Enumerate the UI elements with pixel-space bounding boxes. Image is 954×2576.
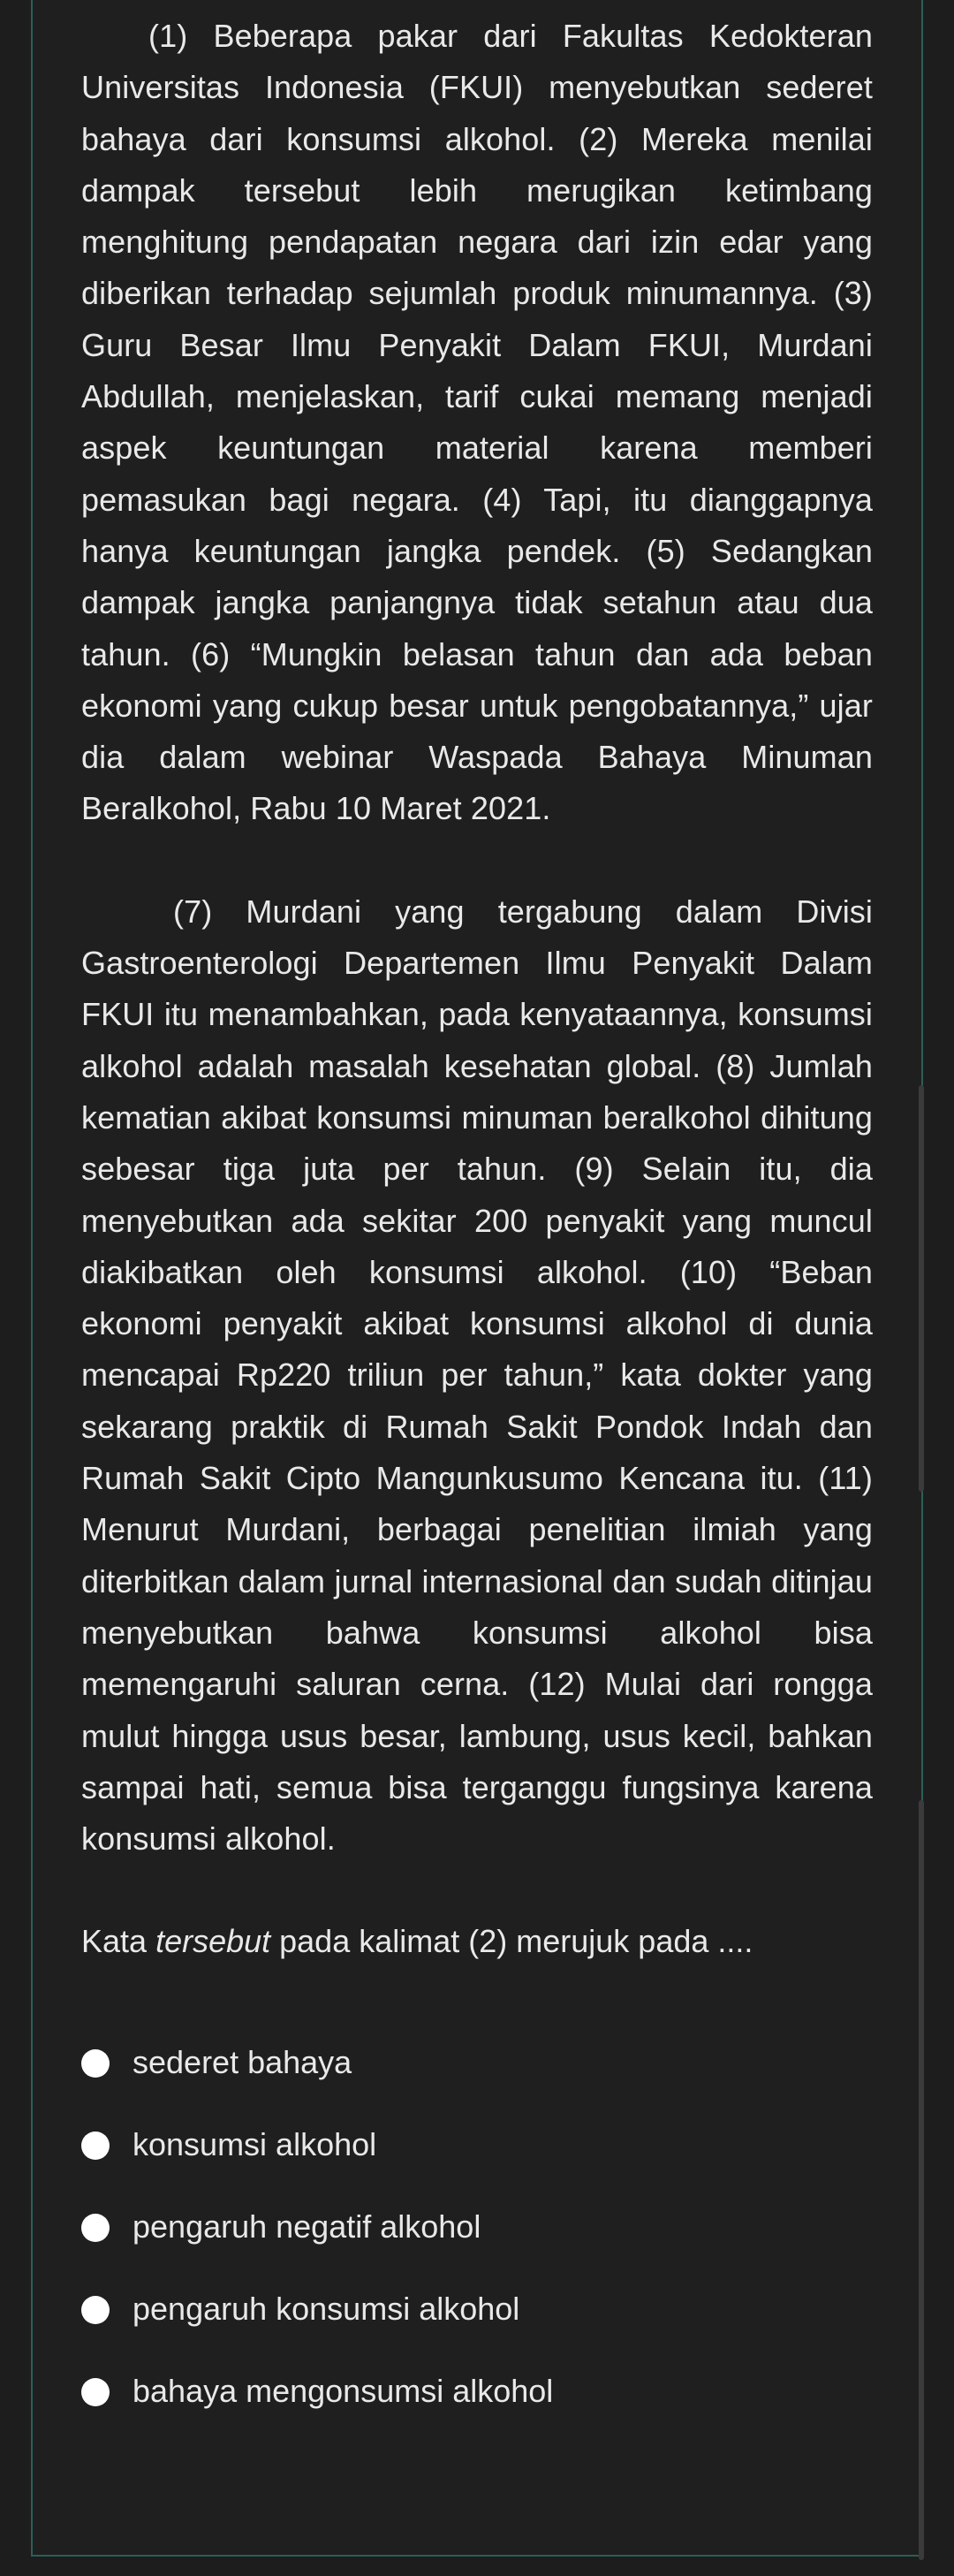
answer-option-label: konsumsi alkohol — [132, 2125, 377, 2162]
answer-option-label: pengaruh konsumsi alkohol — [132, 2290, 520, 2327]
answer-option-5[interactable] — [81, 2350, 873, 2432]
answer-option-3[interactable] — [81, 2185, 873, 2268]
question-prompt — [81, 1916, 873, 1967]
answer-option-2[interactable] — [81, 2103, 873, 2185]
scrollbar-lower[interactable] — [919, 1800, 924, 2560]
radio-circle-icon[interactable] — [81, 2049, 110, 2078]
answer-option-4[interactable] — [81, 2268, 873, 2350]
answer-option-label: bahaya mengonsumsi alkohol — [132, 2372, 554, 2409]
question-content — [81, 11, 873, 2432]
question-prefix: Kata — [81, 1923, 156, 1960]
passage-paragraph-1: (1) Beberapa pakar dari Fakultas Kedokteran Universitas Indonesia (FKUI) menyebutkan sederet bahaya dari konsumsi alkohol. (2) Mereka menilai dampak tersebut lebih merugikan ketimbang menghitung pendapatan negara dari izin edar yang diberikan terhadap sejumlah produk minumannya. (3) Guru Besar Ilmu Penyakit Dalam FKUI, Murdani Abdullah, menjelaskan, tarif cukai memang menjadi aspek keuntungan material karena memberi pemasukan bagi negara. (4) Tapi, itu dianggapnya hanya keuntungan jangka pendek. (5) Sedangkan dampak jangka panjangnya tidak setahun atau dua tahun. (6) “Mungkin belasan tahun dan ada beban ekonomi yang cukup besar untuk pengobatannya,” ujar dia dalam webinar Waspada Bahaya Minuman Beralkohol, Rabu 10 Maret 2021. — [81, 18, 873, 827]
question-emphasis: tersebut — [155, 1923, 271, 1960]
radio-circle-icon[interactable] — [81, 2378, 110, 2406]
answer-option-label: sederet bahaya — [132, 2043, 352, 2080]
passage-paragraph-2: (7) Murdani yang tergabung dalam Divisi Gastroenterologi Departemen Ilmu Penyakit Dalam FKUI itu menambahkan, pada kenyataannya, konsumsi alkohol adalah masalah kesehatan global. (8) Jumlah kematian akibat konsumsi minuman beralkohol dihitung sebesar tiga juta per tahun. (9) Selain itu, dia menyebutkan ada sekitar 200 penyakit yang muncul diakibatkan oleh konsumsi alkohol. (10) “Beban ekonomi penyakit akibat konsumsi alkohol di dunia mencapai Rp220 triliun per tahun,” kata dokter yang sekarang praktik di Rumah Sakit Pondok Indah dan Rumah Sakit Cipto Mangunkusumo Kencana itu. (11) Menurut Murdani, berbagai penelitian ilmiah yang diterbitkan dalam jurnal internasional dan sudah ditinjau menyebutkan bahwa konsumsi alkohol bisa memengaruhi saluran cerna. (12) Mulai dari rongga mulut hingga usus besar, lambung, usus kecil, bahkan sampai hati, semua bisa terganggu fungsinya karena konsumsi alkohol. — [81, 893, 873, 1858]
answer-option-label: pengaruh negatif alkohol — [132, 2207, 481, 2245]
question-suffix: pada kalimat (2) merujuk pada .... — [270, 1923, 753, 1960]
radio-circle-icon[interactable] — [81, 2296, 110, 2324]
answer-options — [81, 2021, 873, 2432]
radio-circle-icon[interactable] — [81, 2214, 110, 2242]
answer-option-1[interactable] — [81, 2021, 873, 2103]
scrollbar-upper[interactable] — [919, 1085, 924, 1492]
radio-circle-icon[interactable] — [81, 2131, 110, 2160]
